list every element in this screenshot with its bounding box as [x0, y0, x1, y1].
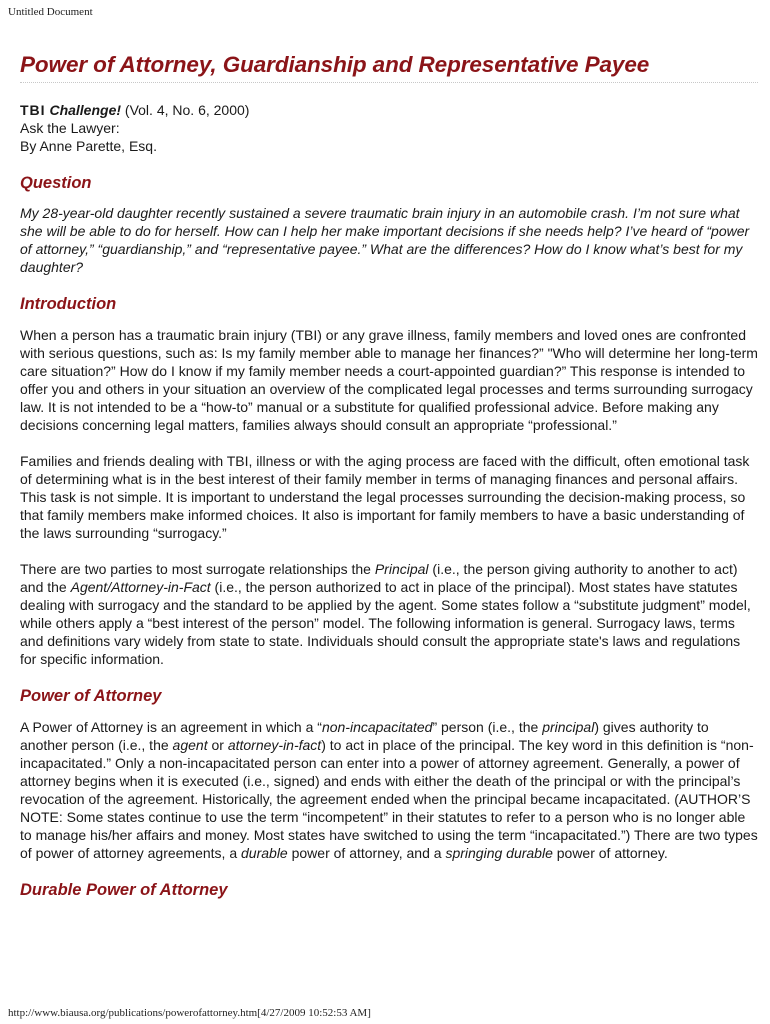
meta-column: Ask the Lawyer: — [20, 120, 120, 136]
power-of-attorney-heading: Power of Attorney — [20, 687, 162, 705]
power-of-attorney-paragraph — [20, 718, 758, 862]
term-principal: principal — [542, 719, 595, 735]
document-body — [20, 52, 758, 900]
text-run: ” person (i.e., the — [432, 719, 543, 735]
print-footer-url: http://www.biausa.org/publications/powerofattorney.htm[4/27/2009 10:52:53 AM] — [8, 1007, 371, 1019]
article-meta — [20, 101, 758, 155]
text-run: (i.e., the person giving authority to another to act) and the — [20, 561, 738, 595]
meta-volume: (Vol. 4, No. 6, 2000) — [121, 102, 250, 118]
text-run: or — [207, 737, 228, 753]
question-heading: Question — [20, 174, 92, 192]
term-agent: Agent/Attorney-in-Fact — [70, 579, 211, 595]
introduction-paragraph-1: When a person has a traumatic brain injury (TBI) or any grave illness, family members and loved ones are confronted with serious questions, such as: Is my family member able to manage her finances?” "Who will determine her long-term care situation?” How do I know if my family member needs a court-appointed guardian?” This response is intended to offer you and others in your situation an overview of the complicated legal processes and terms surrounding surrogacy law. It is not intended to be a “how-to” manual or a substitute for qualified professional advice. Before making any decisions concerning legal matters, families always should consult an appropriate “professional.” — [20, 327, 758, 433]
print-header: Untitled Document — [8, 6, 93, 18]
meta-author: By Anne Parette, Esq. — [20, 138, 157, 154]
introduction-heading: Introduction — [20, 295, 117, 313]
meta-challenge: Challenge! — [49, 102, 122, 118]
term-attorney-in-fact: attorney-in-fact — [227, 737, 322, 753]
durable-power-of-attorney-heading: Durable Power of Attorney — [20, 881, 228, 899]
text-run: ) gives authority to another person (i.e., the — [20, 719, 709, 753]
introduction-paragraph-3 — [20, 560, 758, 668]
meta-line-publication — [20, 101, 758, 119]
meta-tbi: TBI — [20, 102, 46, 118]
text-run: (i.e., the person authorized to act in place of the principal). Most states have statutes dealing with surrogacy and the standard to be applied by the agent. Some states follow a “substitute judgment” model, while others apply a “best interest of the person” model. The following information is general. Surrogacy laws, terms and definitions vary widely from state to state. Individuals should consult the appropriate state's laws and regulations for specific information. — [20, 579, 751, 667]
text-run: power of attorney. — [552, 845, 668, 861]
term-durable: durable — [241, 845, 288, 861]
text-run: power of attorney, and a — [287, 845, 446, 861]
page-title: Power of Attorney, Guardianship and Representative Payee — [20, 52, 758, 83]
text-run: A Power of Attorney is an agreement in which a “ — [20, 719, 322, 735]
term-agent: agent — [172, 737, 208, 753]
text-run: ) to act in place of the principal. The key word in this definition is “non-incapacitated.” Only a non-incapacitated person can enter into a power of attorney agreement. Generally, a power of attorney begins when it is executed (i.e., signed) and ends with either the death of the principal or with the principal’s revocation of the agreement. Historically, the agreement ended when the principal became incapacitated. (AUTHOR’S NOTE: Some states continue to use the term “incompetent” in their statutes to refer to a person who is no longer able to manage his/her affairs and money. Most states have switched to using the term “incapacitated.”) There are two types of power of attorney agreements, a — [20, 737, 758, 861]
term-principal: Principal — [374, 561, 429, 577]
text-run: There are two parties to most surrogate relationships the — [20, 561, 375, 577]
introduction-paragraph-2: Families and friends dealing with TBI, illness or with the aging process are faced with the difficult, often emotional task of determining what is in the best interest of their family member in terms of managing finances and personal affairs. This task is not simple. It is important to understand the legal processes surrounding the decision-making process, so that family members make informed choices. It also is important for family members to have a basic understanding of the laws surrounding “surrogacy.” — [20, 453, 750, 541]
term-non-incapacitated: non-incapacitated — [321, 719, 433, 735]
term-springing-durable: springing durable — [445, 845, 553, 861]
question-text: My 28-year-old daughter recently sustained a severe traumatic brain injury in an automobile crash. I’m not sure what she will be able to do for herself. How can I help her make important decisions if she needs help? I’ve heard of “power of attorney,” “guardianship,” and “representative payee.” What are the differences? How do I know what’s best for my daughter? — [20, 205, 750, 275]
